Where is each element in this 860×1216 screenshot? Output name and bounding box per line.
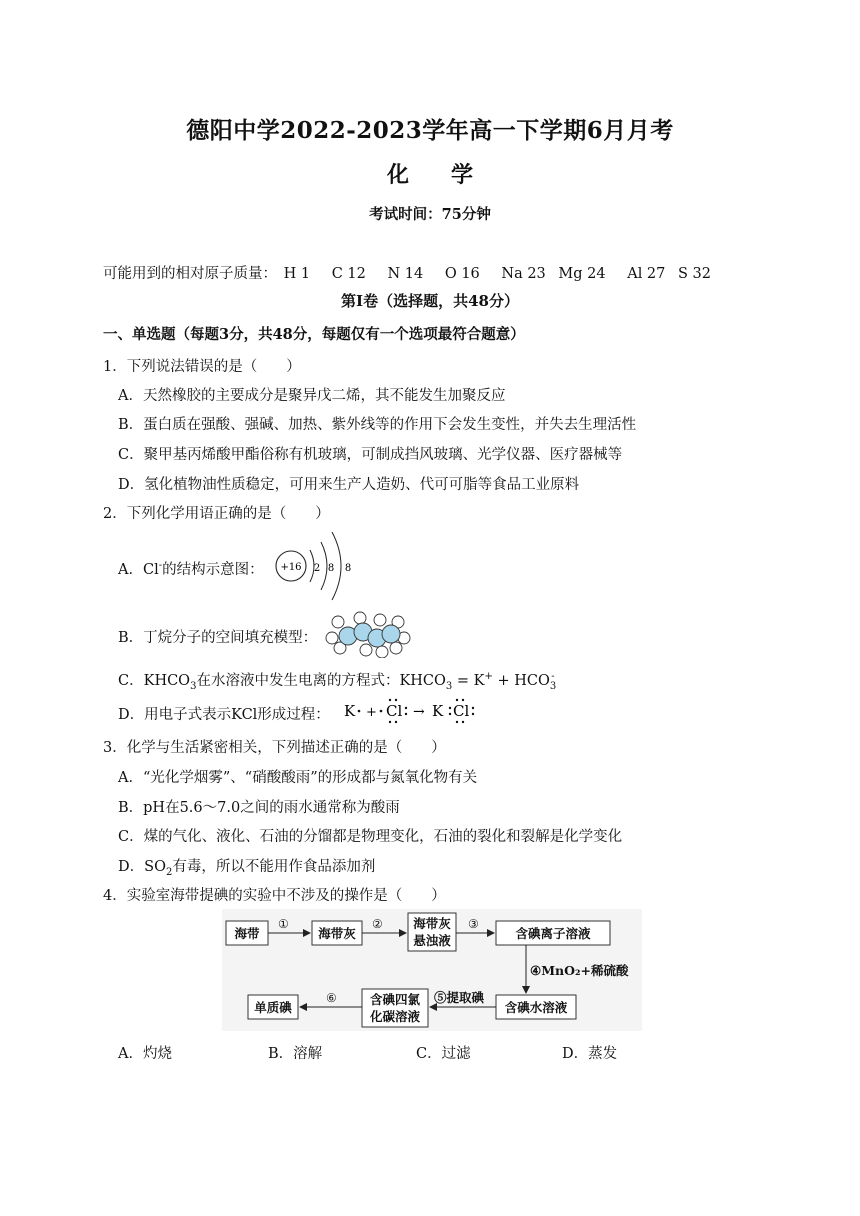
- potassium-symbol: K: [344, 702, 356, 720]
- electron-dot-formula: [340, 696, 480, 726]
- shell-count-1: 2: [313, 563, 321, 574]
- question-1-option-c: C．聚甲基丙烯酸甲酯俗称有机玻璃，可制成挡风玻璃、光学仪器、医疗器械等: [118, 447, 623, 463]
- flow-label: 海带灰: [318, 926, 356, 941]
- superscript: -: [551, 671, 555, 683]
- option-prefix: D．: [118, 859, 145, 875]
- question-2-stem: 2．下列化学用语正确的是（ ）: [103, 506, 330, 522]
- mass-item: C 12: [331, 266, 366, 282]
- mass-item: Al 27: [627, 266, 666, 282]
- subscript: 3: [445, 680, 453, 692]
- formula: KHCO: [143, 673, 191, 689]
- mass-item: H 1: [283, 266, 311, 282]
- flow-step: ①: [278, 917, 289, 931]
- iodine-extraction-flowchart: [222, 909, 642, 1031]
- mass-item: N 14: [387, 266, 424, 282]
- plus-sign: +: [366, 705, 377, 720]
- subscript: 3: [190, 680, 197, 692]
- question-1-option-b: B．蛋白质在强酸、强碱、加热、紫外线等的作用下会发生变性，并失去生理活性: [118, 417, 637, 433]
- option-text: 的结构示意图：: [162, 562, 264, 578]
- atomic-masses-label: 可能用到的相对原子质量：: [103, 266, 277, 282]
- potassium-symbol: K: [432, 702, 444, 720]
- mass-item: Na 23: [501, 266, 546, 282]
- section-heading: 第Ⅰ卷（选择题，共48分）: [341, 292, 519, 310]
- exam-title: 德阳中学2022-2023学年高一下学期6月月考: [186, 117, 674, 144]
- flow-label: 化碳溶液: [369, 1009, 421, 1024]
- hydrogen-atom: [332, 616, 344, 628]
- question-1-option-a: A．天然橡胶的主要成分是聚异戊二烯，其不能发生加聚反应: [118, 388, 506, 404]
- subject-heading: [0, 158, 860, 189]
- flow-step: ③: [468, 917, 479, 931]
- chloride-symbol: Cl: [142, 562, 159, 578]
- subject-char-2: 学: [451, 162, 474, 188]
- hydrogen-atom: [374, 614, 386, 626]
- superscript: +: [484, 671, 493, 683]
- electron-shell-2: [321, 542, 327, 590]
- flow-label: 海带灰: [413, 916, 451, 931]
- shell-count-2: 8: [327, 563, 335, 574]
- charge: -: [158, 560, 163, 572]
- flow-label: 悬浊液: [413, 933, 451, 948]
- question-1-stem: 1．下列说法错误的是（ ）: [103, 359, 301, 375]
- part-heading: 一、单选题（每题3分，共48分，每题仅有一个选项最符合题意）: [103, 326, 525, 343]
- hydrogen-atom: [376, 646, 388, 658]
- hydrogen-atom: [390, 642, 402, 654]
- flow-label: 含碘离子溶液: [515, 926, 591, 941]
- butane-space-filling-model: [322, 610, 412, 658]
- flow-label: 单质碘: [254, 1000, 292, 1015]
- electron-dot: [380, 710, 383, 713]
- formula: SO: [144, 859, 166, 875]
- question-1-option-d: D．氢化植物油性质稳定，可用来生产人造奶、代可可脂等食品工业原料: [118, 477, 580, 493]
- flow-label: 含碘四氯: [369, 992, 421, 1007]
- mass-item: Mg 24: [558, 266, 606, 282]
- question-4-option-c: C．过滤: [416, 1046, 471, 1062]
- subscript: 3: [549, 680, 557, 692]
- question-3-option-d: [118, 855, 375, 878]
- equation-reactant: KHCO: [399, 673, 446, 689]
- equation-product: + HCO: [492, 673, 550, 689]
- subject-char-1: 化: [386, 162, 409, 188]
- question-4-option-d: D．蒸发: [562, 1046, 618, 1062]
- flow-step: ④MnO₂+稀硫酸: [530, 963, 629, 978]
- flow-step: ⑤提取碘: [434, 990, 485, 1005]
- hydrogen-atom: [360, 644, 372, 656]
- question-3-option-a: A．“光化学烟雾”、“硝酸酸雨”的形成都与氮氧化物有关: [118, 770, 478, 786]
- question-4-option-a: A．灼烧: [118, 1046, 172, 1062]
- flow-step: ⑥: [326, 991, 337, 1005]
- question-4-stem: 4．实验室海带提碘的实验中不涉及的操作是（ ）: [103, 888, 446, 904]
- shell-count-3: 8: [344, 563, 352, 574]
- equation-product: = K: [452, 673, 485, 689]
- question-4-option-b: B．溶解: [268, 1046, 323, 1062]
- option-prefix: A．: [118, 562, 143, 578]
- electron-dot: [358, 710, 361, 713]
- hydrogen-atom: [354, 612, 366, 624]
- chlorine-symbol: Cl: [453, 702, 470, 720]
- question-2-option-d: [118, 703, 330, 724]
- question-2-option-c: [118, 669, 555, 692]
- hydrogen-atom: [326, 632, 338, 644]
- question-2-option-b: B．丁烷分子的空间填充模型：: [118, 630, 318, 646]
- subscript: 2: [165, 866, 173, 878]
- question-3-option-c: C．煤的气化、液化、石油的分馏都是物理变化，石油的裂化和裂解是化学变化: [118, 829, 623, 845]
- carbon-atom: [382, 625, 400, 643]
- exam-time: 考试时间：75分钟: [369, 206, 491, 223]
- mass-item: O 16: [444, 266, 480, 282]
- option-prefix: C．: [118, 673, 144, 689]
- chlorine-symbol: Cl: [386, 702, 403, 720]
- option-text: 有毒，所以不能用作食品添加剂: [172, 859, 376, 875]
- flow-step: ②: [372, 917, 383, 931]
- atomic-masses: [103, 262, 711, 283]
- mass-item: S 32: [678, 266, 711, 282]
- nucleus-charge: +16: [280, 562, 302, 573]
- option-text: 在水溶液中发生电离的方程式：: [196, 673, 400, 689]
- atomic-structure-diagram: [270, 528, 370, 606]
- option-text: D．用电子式表示KCl形成过程：: [118, 707, 330, 723]
- question-2-option-a: [118, 558, 264, 579]
- reaction-arrow: →: [413, 704, 425, 720]
- question-3-stem: 3．化学与生活紧密相关，下列描述正确的是（ ）: [103, 740, 446, 756]
- flow-label: 海带: [234, 926, 260, 941]
- question-3-option-b: B．pH在5.6～7.0之间的雨水通常称为酸雨: [118, 800, 400, 816]
- flow-label: 含碘水溶液: [504, 1000, 568, 1015]
